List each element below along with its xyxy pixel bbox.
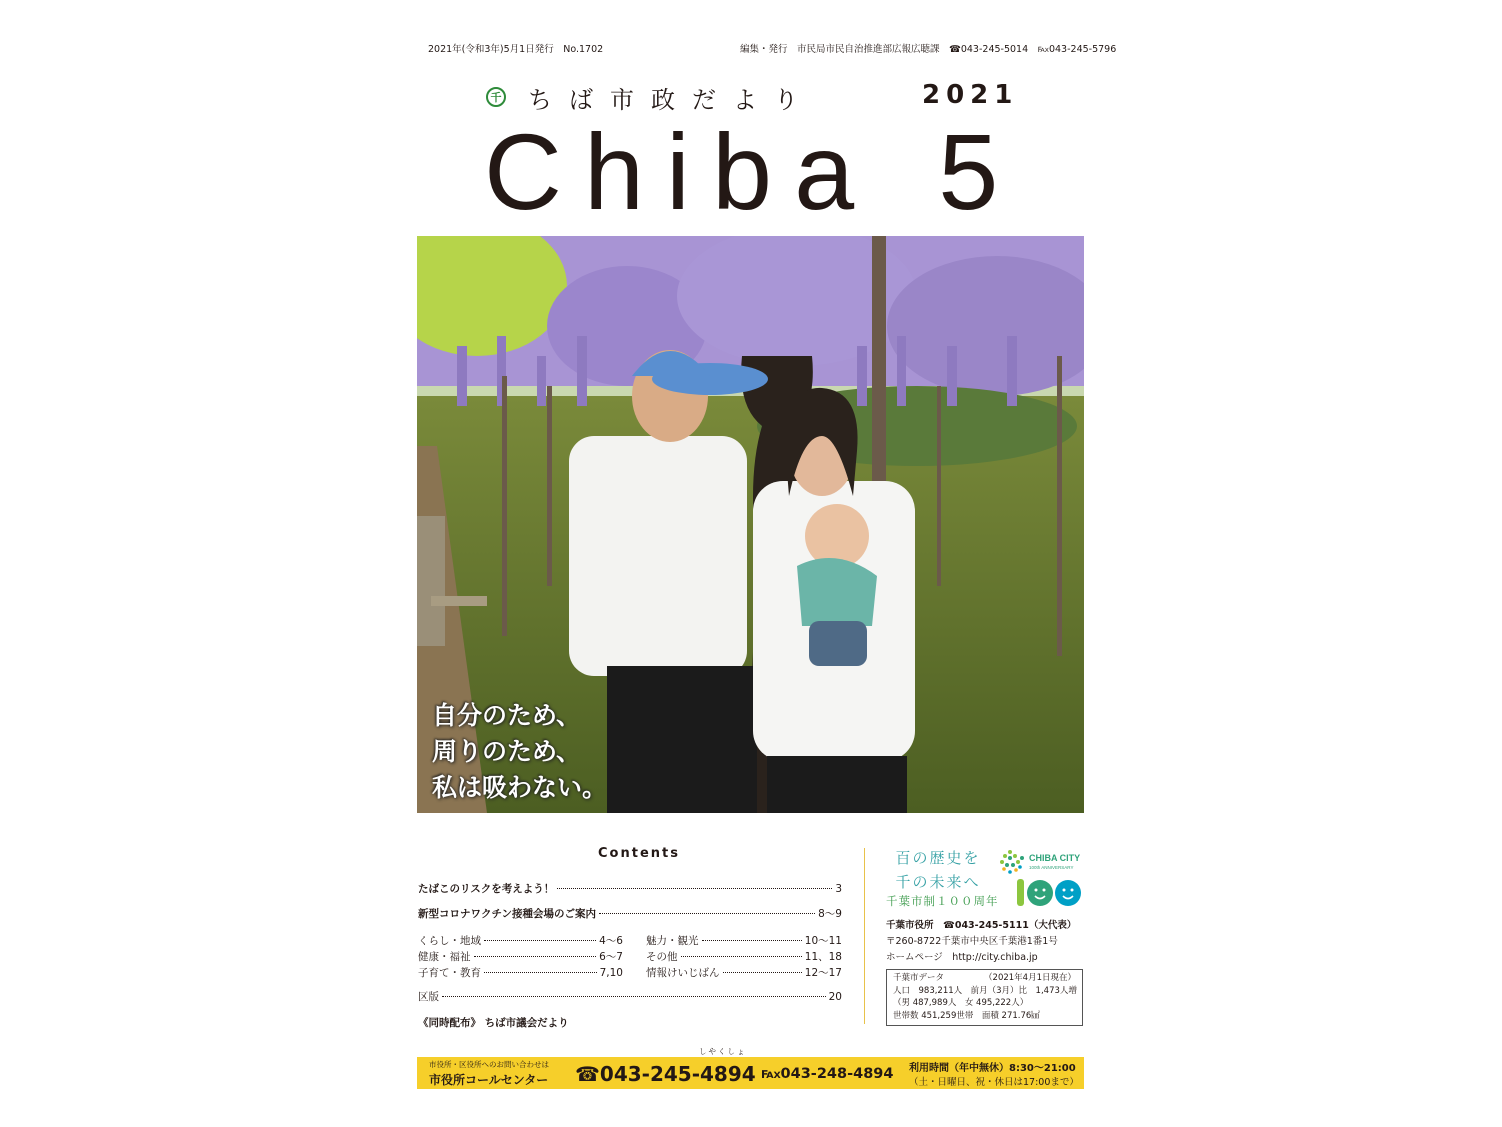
toc-entry[interactable] [418, 965, 623, 980]
leader-dots [442, 996, 826, 997]
toc-entry-page: 4〜6 [599, 935, 623, 947]
inquiry-label: 市役所・区役所へのお問い合わせは [429, 1060, 549, 1069]
cover-title [484, 112, 1020, 232]
toc-entry-label: 区版 [418, 991, 439, 1003]
toc-entry[interactable] [646, 949, 842, 964]
toc-entry-label: 情報けいじばん [646, 967, 720, 979]
households-area: 世帯数 451,259世帯 面積 271.76㎢ [893, 1010, 1040, 1021]
toc-entry-page: 10〜11 [804, 935, 842, 947]
toc-entry[interactable] [418, 949, 623, 964]
city-office-tel: 千葉市役所 ☎043-245-5111（大代表） [886, 920, 1077, 931]
leader-dots [474, 956, 597, 957]
toc-entry-label: その他 [646, 951, 678, 963]
tree-100-icon [998, 846, 1086, 910]
call-center-fax: ℻043-248-4894 [761, 1066, 894, 1082]
toc-entry-page: 7,10 [599, 967, 623, 979]
caption-line: 自分のため、 [432, 701, 582, 730]
city-data-title: 千葉市データ [893, 973, 945, 983]
title-chiba: Chiba [484, 111, 877, 232]
toc-entry[interactable] [418, 906, 842, 921]
call-center-bar [417, 1047, 1084, 1089]
toc-entry[interactable] [418, 933, 623, 948]
masthead-year: 2021 [922, 80, 1019, 110]
leader-dots [599, 913, 815, 914]
leader-dots [681, 956, 802, 957]
leader-dots [484, 972, 597, 973]
toc-entry[interactable] [418, 989, 842, 1004]
leader-dots [702, 940, 802, 941]
anniversary-slogan [888, 846, 988, 894]
contents-heading: Contents [598, 846, 680, 861]
city-data-box [886, 969, 1083, 1026]
population-by-gender: （男 487,989人 女 495,222人） [893, 998, 1029, 1008]
city-office-address: 〒260-8722千葉市中央区千葉港1番1号 [886, 936, 1058, 947]
toc-entry-page: 6〜7 [599, 951, 623, 963]
logo-city-text: CHIBA CITY [1029, 853, 1081, 863]
leader-dots [484, 940, 596, 941]
toc-entry-label: 新型コロナワクチン接種会場のご案内 [418, 908, 596, 920]
service-hours-note: （土・日曜日、祝・休日は17:00まで） [909, 1077, 1079, 1088]
column-divider [864, 848, 865, 1024]
newsletter-name: ちば市政だより [528, 85, 815, 114]
issue-info: 2021年(令和3年)5月1日発行 No.1702 [428, 44, 604, 55]
leader-dots [723, 972, 802, 973]
city-office-info [886, 918, 1076, 966]
toc-entry-label: たばこのリスクを考えよう！ [418, 883, 555, 895]
toc-entry-label: 子育て・教育 [418, 967, 481, 979]
issue-month: 5 [938, 111, 1021, 232]
caption-line: 周りのため、 [432, 737, 582, 766]
toc-entry[interactable] [646, 965, 842, 980]
simultaneous-distribution: 《同時配布》 ちば市議会だより [418, 1017, 569, 1029]
call-center-tel[interactable]: ☎043-245-4894 [575, 1062, 756, 1086]
logo-anniversary-text: 100th ANNIVERSARY [1029, 865, 1074, 870]
toc-entry[interactable] [418, 881, 842, 896]
toc-entry-page: 20 [828, 991, 842, 1003]
caption-line: 私は吸わない。 [432, 773, 608, 802]
toc-entry-label: くらし・地域 [418, 935, 481, 947]
toc-entry-page: 8〜9 [818, 908, 842, 920]
toc-entry-label: 健康・福祉 [418, 951, 471, 963]
anniversary-subtitle: 千葉市制１００周年 [886, 894, 999, 908]
population: 人口 983,211人 前月（3月）比 1,473人増 [893, 985, 1077, 996]
city-data-date: （2021年4月1日現在） [984, 973, 1076, 983]
city-homepage[interactable]: ホームページ http://city.chiba.jp [886, 952, 1038, 963]
publisher-info: 編集・発行 市民局市民自治推進部広報広聴課 ☎043-245-5014 ℻043-245-5796 [740, 44, 1117, 55]
toc-entry-page: 12〜17 [804, 967, 842, 979]
toc-entry[interactable] [646, 933, 842, 948]
slogan-line: 千の未来へ [895, 873, 981, 891]
slogan-line: 百の歴史を [895, 849, 981, 867]
city-emblem-icon: 千 [486, 87, 506, 107]
service-hours: 利用時間（年中無休）8:30〜21:00 [909, 1063, 1076, 1074]
toc-entry-page: 3 [835, 883, 842, 895]
toc-entry-page: 11、18 [804, 951, 842, 963]
ruby-reading: しやくしょ [699, 1047, 747, 1056]
cover-caption [432, 698, 607, 806]
leader-dots [557, 888, 832, 889]
toc-entry-label: 魅力・観光 [646, 935, 699, 947]
masthead [486, 80, 1019, 114]
chiba-100th-logo [998, 846, 1086, 910]
call-center-name: 市役所コールセンター [429, 1073, 549, 1087]
